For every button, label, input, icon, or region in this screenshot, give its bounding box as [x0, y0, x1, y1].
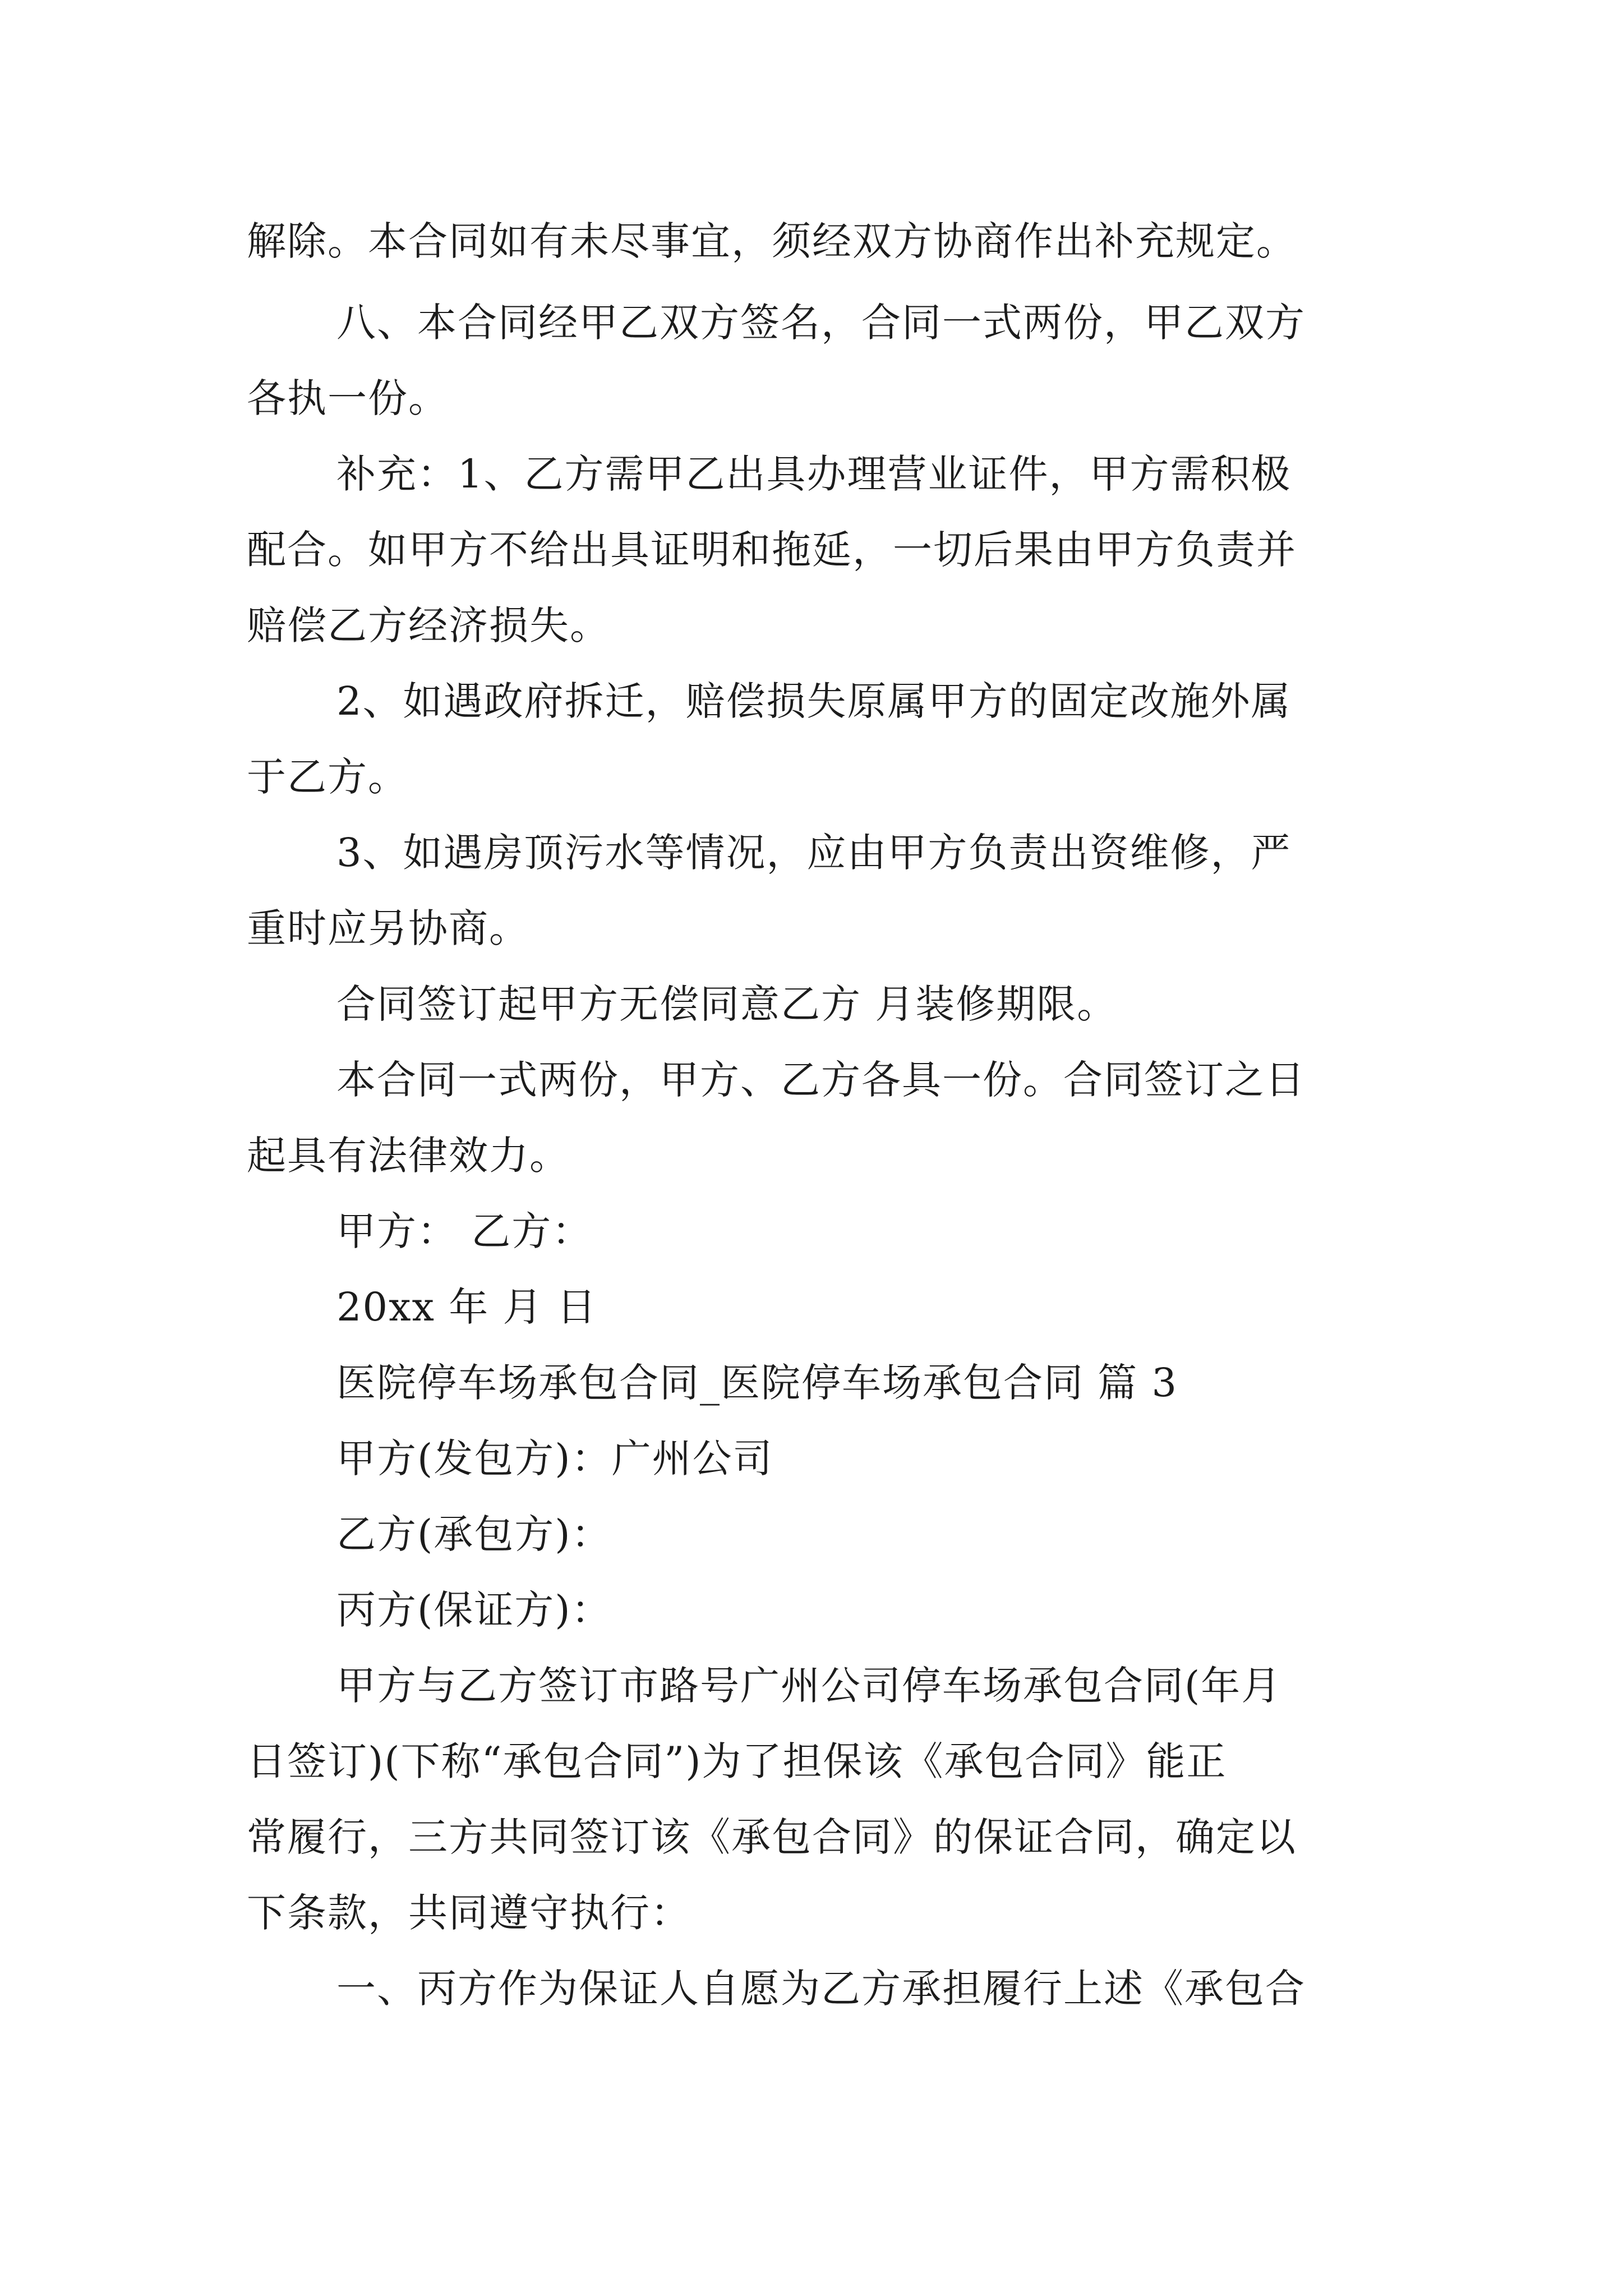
text-line-21: 日签订)(下称“承包合同”)为了担保该《承包合同》能正	[247, 1738, 1227, 1784]
text-line-17: 甲方(发包方)：广州公司	[336, 1435, 773, 1481]
text-line-18: 乙方(承包方)：	[336, 1511, 612, 1557]
text-line-23: 下条款，共同遵守执行：	[247, 1890, 691, 1936]
text-line-1: 解除。本合同如有未尽事宜，须经双方协商作出补充规定。	[247, 218, 1297, 264]
text-line-6: 赔偿乙方经济损失。	[247, 602, 610, 648]
text-line-12: 本合同一式两份，甲方、乙方各具一份。合同签订之日	[336, 1057, 1306, 1103]
text-line-24: 一、丙方作为保证人自愿为乙方承担履行上述《承包合	[336, 1966, 1306, 2012]
text-line-7: 2、如遇政府拆迁，赔偿损失原属甲方的固定改施外属	[336, 678, 1292, 724]
text-line-16: 医院停车场承包合同_医院停车场承包合同 篇 3	[336, 1360, 1178, 1406]
text-line-14: 甲方： 乙方：	[336, 1208, 593, 1254]
text-line-8: 于乙方。	[247, 754, 408, 800]
text-line-13: 起具有法律效力。	[247, 1133, 570, 1179]
text-line-5: 配合。如甲方不给出具证明和拖延，一切后果由甲方负责并	[247, 527, 1297, 573]
text-line-10: 重时应另协商。	[247, 905, 529, 951]
text-line-22: 常履行，三方共同签订该《承包合同》的保证合同，确定以	[247, 1814, 1297, 1860]
text-line-2: 八、本合同经甲乙双方签名，合同一式两份，甲乙双方	[336, 300, 1306, 346]
text-line-3: 各执一份。	[247, 375, 449, 421]
text-line-4: 补充：1、乙方需甲乙出具办理营业证件，甲方需积极	[336, 451, 1292, 497]
text-line-19: 丙方(保证方)：	[336, 1587, 612, 1633]
text-line-20: 甲方与乙方签订市路号广州公司停车场承包合同(年月	[336, 1663, 1282, 1709]
text-line-9: 3、如遇房顶污水等情况，应由甲方负责出资维修，严	[336, 830, 1292, 876]
text-line-15: 20xx 年 月 日	[336, 1284, 597, 1330]
text-line-11: 合同签订起甲方无偿同意乙方 月装修期限。	[336, 981, 1118, 1027]
